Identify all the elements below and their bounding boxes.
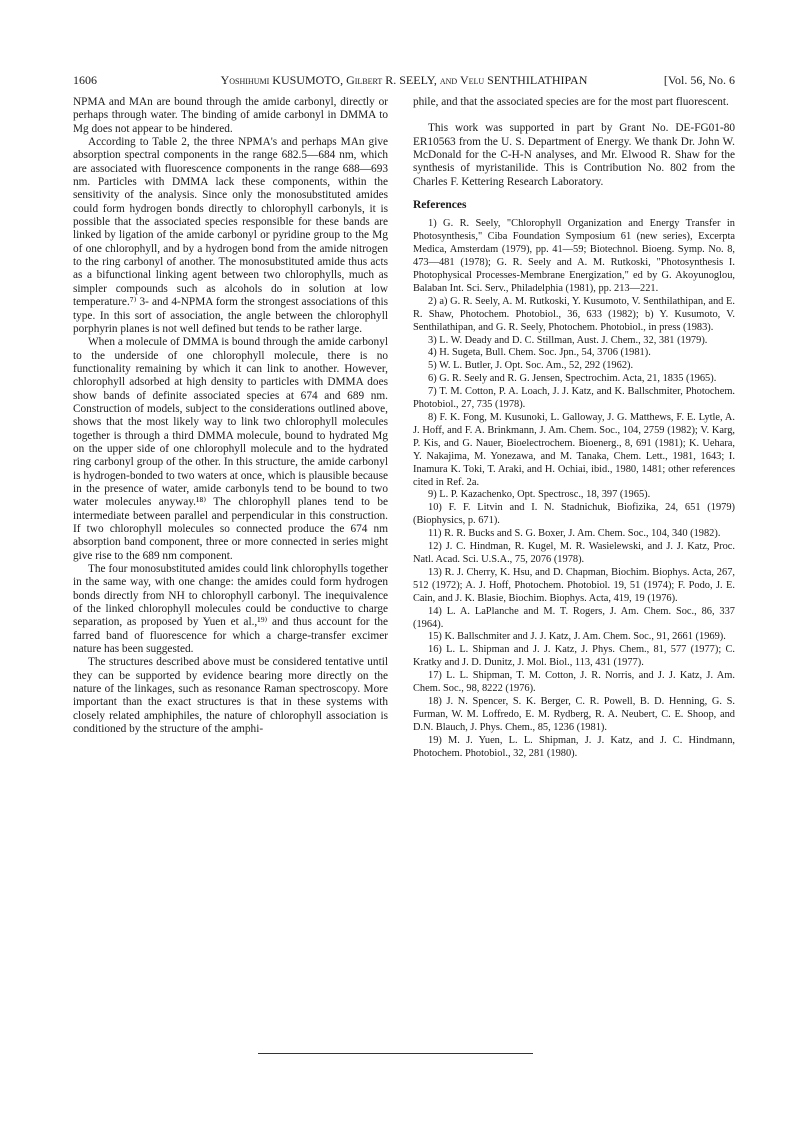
- reference-item: 12) J. C. Hindman, R. Kugel, M. R. Wasielewski, and J. J. Katz, Proc. Natl. Acad. Sci. U.S.A., 75, 2076 (1978).: [413, 541, 735, 565]
- body-paragraph: NPMA and MAn are bound through the amide carbonyl, directly or perhaps through water. The binding of amide carbonyl in DMMA to Mg does not appear to be hindered.: [73, 96, 388, 135]
- reference-item: 3) L. W. Deady and D. C. Stillman, Aust. J. Chem., 32, 381 (1979).: [428, 334, 708, 346]
- body-paragraph: The structures described above must be considered tentative until they can be supported by evidence bearing more directly on the nature of the linkages, such as resonance Raman spectroscopy. More important than the exact structures is that in these systems with closely related amphiphiles, the nature of chlorophyll association is conditioned by the structure of the amphi-: [73, 656, 388, 736]
- reference-item: 14) L. A. LaPlanche and M. T. Rogers, J. Am. Chem. Soc., 86, 337 (1964).: [413, 605, 735, 630]
- body-paragraph: According to Table 2, the three NPMA's and perhaps MAn give absorption spectral components in the range 682.5—684 nm, which are associated with fluorescence components in the range 688—693 nm. Particles with DMMA lack these components, within the sensitivity of the analysis. Since only the monosubstituted amides could form hydrogen bonds directly to chlorophyll carbonyls, it is possible that the associated species responsible for these bands are linked by ligation of the amide carbonyl or pyridine group to the Mg of one chlorophyll, and by a hydrogen bond from the amide nitrogen to the ring carbonyl of another. The monosubstituted amide thus acts as a bifunctional linking agent between two chlorophylls, much as simpler compounds such as alcohols do in solution at low temperature.⁷⁾ 3- and 4-NPMA form the strongest associations of this type. In this sort of association, the angle between the chlorophyll porphyrin planes is not well defined but tends to be rather large.: [73, 136, 388, 335]
- reference-item: 4) H. Sugeta, Bull. Chem. Soc. Jpn., 54, 3706 (1981).: [428, 347, 651, 359]
- reference-item: 1) G. R. Seely, "Chlorophyll Organization and Energy Transfer in Photosynthesis," Ciba Foundation Symposium 61 (new series), Excerpta Medica, Amsterdam (1979), pp. 41—59; Biotechnol. Bioeng. Symp. No. 8, 473—481 (1978); G. R. Seely and A. M. Rutkoski, "Photosynthesis I. Photophysical Processes-Membrane Energization," ed by G. Akoyunoglou, Balaban Int. Sci. Serv., Philadelphia (1981), pp. 213—221.: [413, 218, 735, 294]
- running-header: [73, 73, 735, 91]
- reference-item: 11) R. R. Bucks and S. G. Boxer, J. Am. Chem. Soc., 104, 340 (1982).: [428, 528, 721, 540]
- reference-item: 6) G. R. Seely and R. G. Jensen, Spectrochim. Acta, 21, 1835 (1965).: [428, 373, 717, 385]
- reference-item: 10) F. F. Litvin and I. N. Stadnichuk, Biofizika, 24, 651 (1979) (Biophysics, p. 671).: [413, 502, 735, 527]
- header-authors: Yoshihumi KUSUMOTO, Gilbert R. SEELY, and Velu SENTHILATHIPAN: [220, 73, 588, 87]
- references-heading: References: [413, 199, 467, 212]
- reference-item: 7) T. M. Cotton, P. A. Loach, J. J. Katz, and K. Ballschmiter, Photochem. Photobiol., 27, 735 (1978).: [413, 386, 735, 411]
- reference-item: 16) L. L. Shipman and J. J. Katz, J. Phys. Chem., 81, 577 (1977); C. Kratky and J. D. Dunitz, J. Mol. Biol., 113, 431 (1977).: [413, 644, 735, 669]
- left-column: [73, 96, 388, 737]
- reference-item: 5) W. L. Butler, J. Opt. Soc. Am., 52, 292 (1962).: [428, 360, 634, 372]
- end-rule-divider: [258, 1053, 533, 1054]
- reference-item: 2) a) G. R. Seely, A. M. Rutkoski, Y. Kusumoto, V. Senthilathipan, and E. R. Shaw, Photochem. Photobiol., 36, 633 (1982); b) Y. Kusumoto, V. Senthilathipan, and G. R. Seely, Photochem. Photobiol., in press (1983).: [413, 295, 735, 333]
- right-column: [413, 96, 735, 760]
- body-paragraph: The four monosubstituted amides could link chlorophylls together in the same way, with one change: the amides could form hydrogen bonds directly from NH to chlorophyll carbonyl. The inequivalence of the linked chlorophyll molecules could be conductive to charge separation, as proposed by Yuen et al.,¹⁹⁾ and thus account for the farred band of fluorescence for which a charge-transfer excimer nature has been suggested.: [73, 563, 388, 656]
- reference-item: 19) M. J. Yuen, L. L. Shipman, J. J. Katz, and J. C. Hindmann, Photochem. Photobiol., 32, 281 (1980).: [413, 734, 735, 759]
- reference-item: 17) L. L. Shipman, T. M. Cotton, J. R. Norris, and J. J. Katz, J. Am. Chem. Soc., 98, 8222 (1976).: [413, 670, 735, 695]
- body-paragraph-continued: phile, and that the associated species are for the most part fluorescent.: [413, 96, 729, 108]
- header-volume: [Vol. 56, No. 6: [663, 73, 735, 87]
- reference-item: 18) J. N. Spencer, S. K. Berger, C. R. Powell, B. D. Henning, G. S. Furman, W. M. Loffredo, E. M. Rydberg, R. A. Neubert, C. E. Shoop, and D.N. Blauch, J. Phys. Chem., 85, 1236 (1981).: [413, 695, 735, 733]
- page-number: 1606: [73, 73, 97, 87]
- reference-item: 13) R. J. Cherry, K. Hsu, and D. Chapman, Biochim. Biophys. Acta, 267, 512 (1972); A. J. Hoff, Photochem. Photobiol. 19, 51 (1974); F. Podo, J. E. Cain, and J. K. Blasie, Biochim. Biophys. Acta, 419, 19 (1976).: [413, 566, 735, 604]
- reference-item: 8) F. K. Fong, M. Kusunoki, L. Galloway, J. G. Matthews, F. E. Lytle, A. J. Hoff, and F. A. Brinkmann, J. Am. Chem. Soc., 104, 2759 (1982); V. Karg, P. Kis, and G. Nauer, Bioelectrochem. Bioenerg., 8, 691 (1981); K. Uehara, Y. Nakajima, M. Yonezawa, and M. Tanaka, Chem. Lett., 1981, 1643; I. Inamura K. Toki, T. Araki, and H. Ochiai, ibid., 1980, 1481; other references cited in Ref. 2a.: [413, 412, 735, 488]
- acknowledgement: This work was supported in part by Grant No. DE-FG01-80 ER10563 from the U. S. Department of Energy. We thank Dr. John W. McDonald for the C-H-N analyses, and Mr. Elwood R. Shaw for the synthesis of myristanilide. This is Contribution No. 802 from the Charles F. Kettering Research Laboratory.: [413, 122, 735, 188]
- body-paragraph: When a molecule of DMMA is bound through the amide carbonyl to the underside of one chlorophyll molecule, there is no functionality remaining by which it can link to another. However, chlorophyll adsorbed at high density to particles with DMMA does show bands of definite associated species at 674 and 689 nm. Construction of models, subject to the considerations outlined above, shows that the most likely way to link two chlorophyll molecules together is through a third DMMA molecule, bound to hydrated Mg on the upper side of one chlorophyll molecule and to the hydrated ring carbonyl group of the other. In this structure, the amide carbonyl is hydrogen-bonded to two waters at once, which is plausible because in the presence of water, amide carbonyls tend to be bound to two water molecules anyway.¹⁸⁾ The chlorophyll planes tend to be intermediate between parallel and perpendicular in this construction. If two chlorophyll molecules so connected produce the 674 nm absorption band component, three or more connected in series might give rise to the 689 nm component.: [73, 336, 388, 562]
- reference-list: [413, 218, 735, 760]
- reference-item: 9) L. P. Kazachenko, Opt. Spectrosc., 18, 397 (1965).: [428, 489, 651, 501]
- reference-item: 15) K. Ballschmiter and J. J. Katz, J. Am. Chem. Soc., 91, 2661 (1969).: [428, 631, 726, 643]
